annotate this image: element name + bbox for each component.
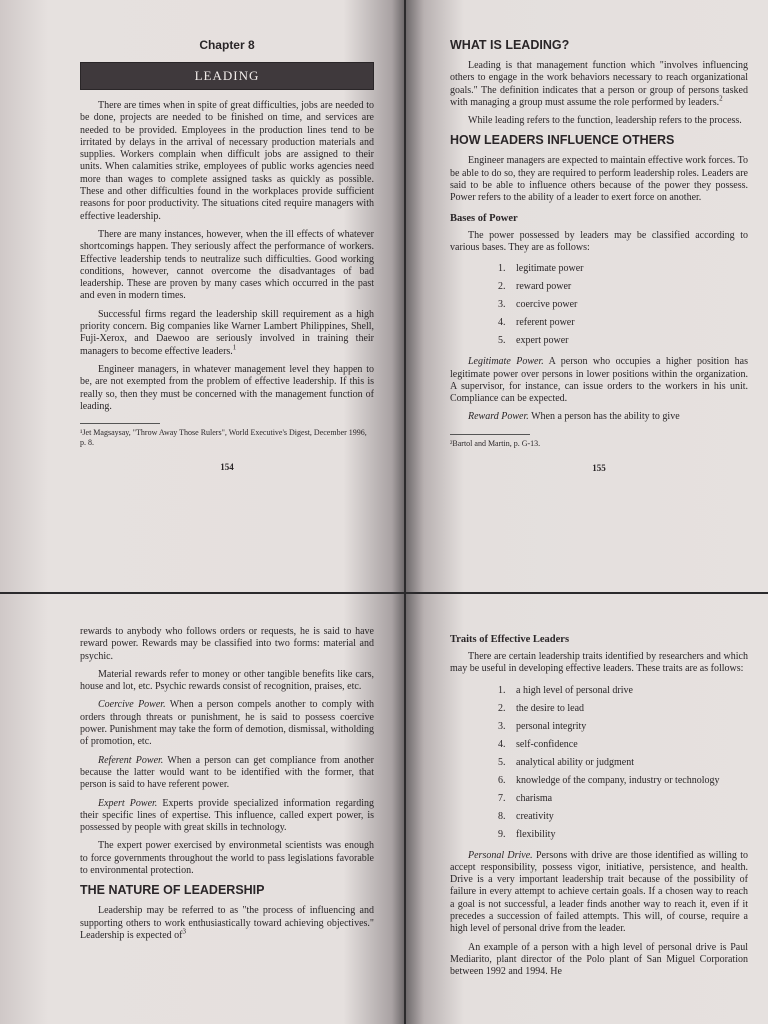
- paragraph: [450, 60, 748, 109]
- footnote-divider: [80, 423, 160, 424]
- paragraph-text: Leadership may be referred to as "the process of influencing and supporting others to work enthusiastically toward achieving objectives." Leadership is expected of: [80, 905, 374, 941]
- term: Expert Power.: [98, 797, 158, 809]
- paragraph: Engineer managers, in whatever management level they happen to be, are not exempted from the problem of effective leadership. If this is really so, then they must be concerned with the management function of leading.: [80, 363, 374, 412]
- bases-list: [450, 260, 748, 350]
- page-154: [0, 0, 404, 592]
- list-item: 9. flexibility: [508, 826, 748, 844]
- list-item: 1. legitimate power: [508, 260, 748, 278]
- chapter-label: Chapter 8: [199, 38, 255, 52]
- term: Personal Drive.: [468, 849, 533, 861]
- paragraph: An example of a person with a high level of personal drive is Paul Mediarito, plant director of the Polo plant of San Miguel Corporation between 1992 and 1994. He: [450, 941, 748, 978]
- paragraph: Engineer managers are expected to maintain effective work forces. To be able to do so, they are required to perform leadership roles. Leaders are said to be able to influence others because of the power they possess. Power refers to the ability of a leader to exert force on another.: [450, 155, 748, 204]
- paragraph: [80, 699, 374, 748]
- page-156: [0, 594, 404, 1024]
- chapter-title: LEADING: [80, 62, 374, 90]
- paragraph: The expert power exercised by environmetal scientists was enough to force governments throughout the world to pass legislations favorable to environmental protection.: [80, 840, 374, 877]
- paragraph: [80, 755, 374, 792]
- page-155: [406, 0, 768, 592]
- paragraph: The power possessed by leaders may be classified according to various bases. They are as follows:: [450, 229, 748, 253]
- subheading: Traits of Effective Leaders: [450, 634, 570, 645]
- footnote-mark: 3: [182, 927, 186, 936]
- list-item: 3. coercive power: [508, 296, 748, 314]
- paragraph: [450, 411, 748, 423]
- list-item: 1. a high level of personal drive: [508, 682, 748, 700]
- list-item: 4. self-confidence: [508, 736, 748, 754]
- footnote-divider: [450, 434, 530, 435]
- paragraph: rewards to anybody who follows orders or requests, he is said to have reward power. Rewards may be classified into two forms: material and psychic.: [80, 626, 374, 662]
- paragraph-text: Leading is that management function which "involves influencing others to engage in the work behaviors necessary to reach organizational goals." The definition indicates that a person or group of persons tasked with managing a group must assume the role performed by leaders.: [450, 60, 748, 108]
- list-item: 2. reward power: [508, 278, 748, 296]
- page-number: 154: [220, 462, 234, 473]
- term: Referent Power.: [98, 754, 164, 766]
- list-item: 8. creativity: [508, 808, 748, 826]
- paragraph: [450, 850, 748, 936]
- section-heading: WHAT IS LEADING?: [450, 38, 570, 52]
- list-item: 6. knowledge of the company, industry or technology: [508, 772, 748, 790]
- list-item: 5. expert power: [508, 332, 748, 350]
- paragraph: Material rewards refer to money or other tangible benefits like cars, house and lot, etc. Psychic rewards consist of recognition, praises, etc.: [80, 668, 374, 693]
- term: Legitimate Power.: [468, 356, 544, 368]
- paragraph: [450, 356, 748, 405]
- term: Coercive Power.: [98, 699, 166, 711]
- traits-list: [450, 682, 748, 844]
- footnote: ¹Jet Magsaysay, "Throw Away Those Rulers", World Executive's Digest, December 1996, p. 8.: [80, 428, 367, 448]
- paragraph-text: A person who occupies a higher position has legitimate power over persons in lower positions within the organization. A supervisor, for instance, can issue orders to the workers in his unit. Compliance can be expected.: [450, 356, 748, 405]
- paragraph: There are certain leadership traits identified by researchers and which may be useful in developing effective leaders. These traits are as follows:: [450, 651, 748, 675]
- paragraph: There are many instances, however, when the ill effects of whatever shortcomings happen. They seriously affect the performance of workers. Effective leadership tends to neutralize such difficulties. Good working conditions, however, cannot overcome the disadvantages of bad leadership. These are proven by many cases which occurred in the past and even in modern times.: [80, 228, 374, 302]
- list-item: 5. analytical ability or judgment: [508, 754, 748, 772]
- paragraph: While leading refers to the function, leadership refers to the process.: [468, 115, 742, 127]
- paragraph-text: When a person has the ability to give: [528, 411, 680, 423]
- term: Reward Power.: [468, 411, 529, 423]
- section-heading: THE NATURE OF LEADERSHIP: [80, 883, 265, 898]
- paragraph-text: When a person compels another to comply with orders through threats or punishment, he is said to possess coercive power. Punishment may take the form of demotion, dismissal, witholding of promotion, etc.: [80, 699, 374, 748]
- paragraph-text: When a person can get compliance from another because the latter would want to be identified with the former, that person is said to have referent power.: [80, 754, 374, 791]
- footnote-mark: 2: [719, 94, 723, 103]
- list-item: 3. personal integrity: [508, 718, 748, 736]
- list-item: 4. referent power: [508, 314, 748, 332]
- paragraph: There are times when in spite of great difficulties, jobs are needed to be done, projects are needed to be finished on time, and services are needed to be provided. Employees in the production lines tend to be irritated by delays in the arrival of necessary production materials and supplies. Workers complain when difficult jobs are assigned to their units. When calamities strike, employees of public works agencies need more than wages to complete assigned tasks as quickly as possible. These and other difficulties found in the workplaces provide sufficient reasons for poor productivity. The situations cited require managers with effective leadership.: [80, 100, 374, 222]
- section-heading: HOW LEADERS INFLUENCE OTHERS: [450, 133, 675, 148]
- footnote-mark: 1: [232, 343, 237, 352]
- paragraph: [80, 905, 374, 942]
- paragraph: [80, 309, 374, 358]
- paragraph-text: Successful firms regard the leadership skill requirement as a high priority concern. Big companies like Warner Lambert Philippines, Shell, Fuji-Xerox, and Daewoo are seriously involved in training their managers to become effective leaders.: [80, 308, 374, 357]
- list-item: 2. the desire to lead: [508, 700, 748, 718]
- paragraph: [80, 798, 374, 835]
- paragraph-text: Persons with drive are those identified as willing to accept responsibility, possess vigor, initiative, persistence, and health. Drive is a very important leadership trait because of the possibility of failure in every attempt to achieve certain goals. If a chosen way to reach a goal is not successful, a leader finds another way to reach it, even if it precedes a succession of failed attempts. This will, of course, require a high level of personal drive from the leader.: [450, 849, 748, 935]
- list-item: 7. charisma: [508, 790, 748, 808]
- footnote: ²Bartol and Martin, p. G-13.: [450, 438, 541, 448]
- paragraph-text: Experts provide specialized information regarding their specific lines of expertise. This influence, called expert power, is possessed by people with great skills in technology.: [80, 797, 375, 834]
- subheading: Bases of Power: [450, 212, 518, 224]
- page-number: 155: [592, 462, 606, 473]
- page-157: [406, 594, 768, 1024]
